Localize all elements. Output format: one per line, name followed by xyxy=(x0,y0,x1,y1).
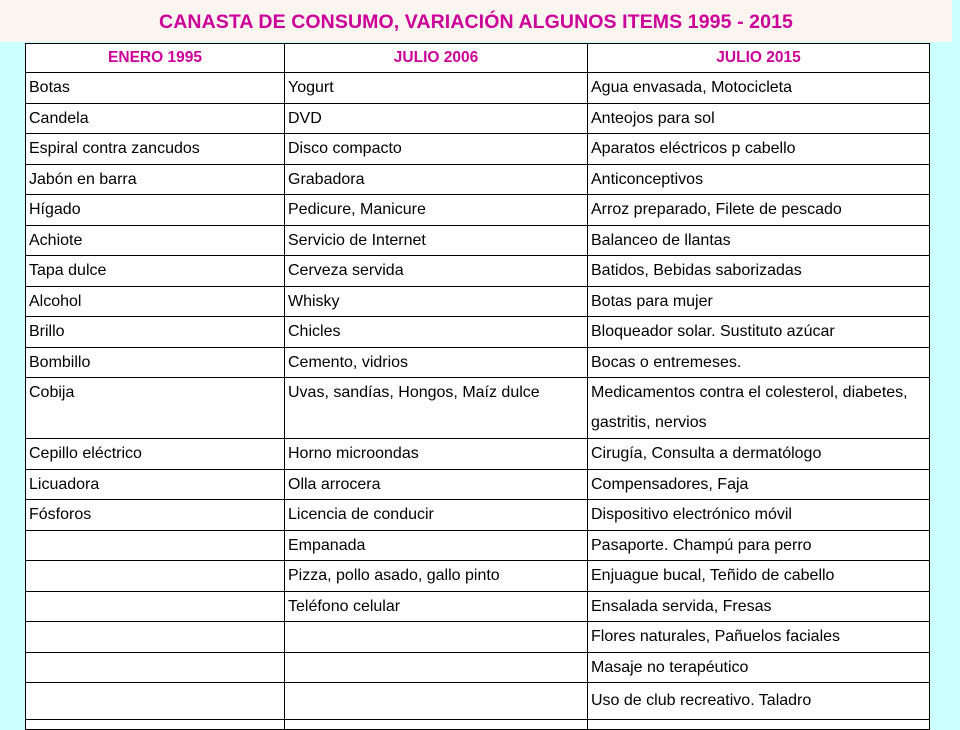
cell-1995: Cepillo eléctrico xyxy=(26,439,285,470)
cell-2006: Cerveza servida xyxy=(285,256,588,287)
table-row xyxy=(26,439,930,470)
cell-2006: Uvas, sandías, Hongos, Maíz dulce xyxy=(285,378,588,439)
cell-1995: Hígado xyxy=(26,195,285,226)
table-row xyxy=(26,286,930,317)
cell-2006: Licencia de conducir xyxy=(285,500,588,531)
cell-1995: Bombillo xyxy=(26,347,285,378)
cell-1995 xyxy=(26,720,285,730)
cell-2015: Ensalada servida, Fresas xyxy=(588,591,930,622)
cell-1995: Espiral contra zancudos xyxy=(26,134,285,165)
table-row xyxy=(26,225,930,256)
table-row xyxy=(26,378,930,439)
cell-2015: Compensadores, Faja xyxy=(588,469,930,500)
cell-2006 xyxy=(285,683,588,720)
table-row xyxy=(26,73,930,104)
cell-2015: Balanceo de llantas xyxy=(588,225,930,256)
table-row xyxy=(26,256,930,287)
cell-2015: Medicamentos contra el colesterol, diabetes, gastritis, nervios xyxy=(588,378,930,439)
cell-2006 xyxy=(285,622,588,653)
cell-1995 xyxy=(26,591,285,622)
cell-2015: Dispositivo electrónico móvil xyxy=(588,500,930,531)
cell-2015: Botas para mujer xyxy=(588,286,930,317)
header-enero-1995: ENERO 1995 xyxy=(26,44,285,73)
cell-2006: Cemento, vidrios xyxy=(285,347,588,378)
cell-2006: Grabadora xyxy=(285,164,588,195)
cell-2015: Bloqueador solar. Sustituto azúcar xyxy=(588,317,930,348)
cell-1995: Fósforos xyxy=(26,500,285,531)
cell-2015: Masaje no terapéutico xyxy=(588,652,930,683)
cell-1995 xyxy=(26,530,285,561)
cell-1995: Tapa dulce xyxy=(26,256,285,287)
cell-2006: DVD xyxy=(285,103,588,134)
page-title: CANASTA DE CONSUMO, VARIACIÓN ALGUNOS ITEMS 1995 - 2015 xyxy=(159,11,793,33)
cell-2006: Servicio de Internet xyxy=(285,225,588,256)
cell-2015 xyxy=(588,720,930,730)
cell-2015: Batidos, Bebidas saborizadas xyxy=(588,256,930,287)
consumption-basket-table xyxy=(25,43,930,730)
table-row xyxy=(26,561,930,592)
cell-1995: Cobija xyxy=(26,378,285,439)
cell-2006: Yogurt xyxy=(285,73,588,104)
table-row xyxy=(26,652,930,683)
cell-2006 xyxy=(285,652,588,683)
cell-2006 xyxy=(285,720,588,730)
table-row xyxy=(26,530,930,561)
cell-2006: Pedicure, Manicure xyxy=(285,195,588,226)
cell-1995: Candela xyxy=(26,103,285,134)
table-row xyxy=(26,469,930,500)
header-julio-2006: JULIO 2006 xyxy=(285,44,588,73)
cell-1995: Botas xyxy=(26,73,285,104)
table-row xyxy=(26,103,930,134)
table-row xyxy=(26,347,930,378)
table-row xyxy=(26,134,930,165)
table-row xyxy=(26,317,930,348)
cell-1995: Alcohol xyxy=(26,286,285,317)
cell-2006: Pizza, pollo asado, gallo pinto xyxy=(285,561,588,592)
table-row xyxy=(26,164,930,195)
cell-2015: Agua envasada, Motocicleta xyxy=(588,73,930,104)
cell-2006: Horno microondas xyxy=(285,439,588,470)
cell-2015: Cirugía, Consulta a dermatólogo xyxy=(588,439,930,470)
cell-2015: Enjuague bucal, Teñido de cabello xyxy=(588,561,930,592)
title-bar xyxy=(0,0,952,42)
header-julio-2015: JULIO 2015 xyxy=(588,44,930,73)
cell-2006: Chicles xyxy=(285,317,588,348)
cell-2015: Aparatos eléctricos p cabello xyxy=(588,134,930,165)
table-row xyxy=(26,683,930,720)
cell-1995: Jabón en barra xyxy=(26,164,285,195)
header-row xyxy=(26,44,930,73)
table-row xyxy=(26,720,930,730)
cell-2015: Anteojos para sol xyxy=(588,103,930,134)
cell-1995 xyxy=(26,652,285,683)
cell-1995: Achiote xyxy=(26,225,285,256)
cell-2015: Flores naturales, Pañuelos faciales xyxy=(588,622,930,653)
cell-2006: Empanada xyxy=(285,530,588,561)
cell-2006: Disco compacto xyxy=(285,134,588,165)
cell-2015: Anticonceptivos xyxy=(588,164,930,195)
cell-2015: Arroz preparado, Filete de pescado xyxy=(588,195,930,226)
table-row xyxy=(26,500,930,531)
cell-2006: Olla arrocera xyxy=(285,469,588,500)
table-row xyxy=(26,591,930,622)
cell-2006: Teléfono celular xyxy=(285,591,588,622)
table-row xyxy=(26,195,930,226)
cell-2006: Whisky xyxy=(285,286,588,317)
cell-1995 xyxy=(26,683,285,720)
cell-2015: Bocas o entremeses. xyxy=(588,347,930,378)
cell-1995 xyxy=(26,622,285,653)
cell-1995 xyxy=(26,561,285,592)
cell-2015: Uso de club recreativo. Taladro xyxy=(588,683,930,720)
table-row xyxy=(26,622,930,653)
cell-1995: Brillo xyxy=(26,317,285,348)
cell-1995: Licuadora xyxy=(26,469,285,500)
cell-2015: Pasaporte. Champú para perro xyxy=(588,530,930,561)
